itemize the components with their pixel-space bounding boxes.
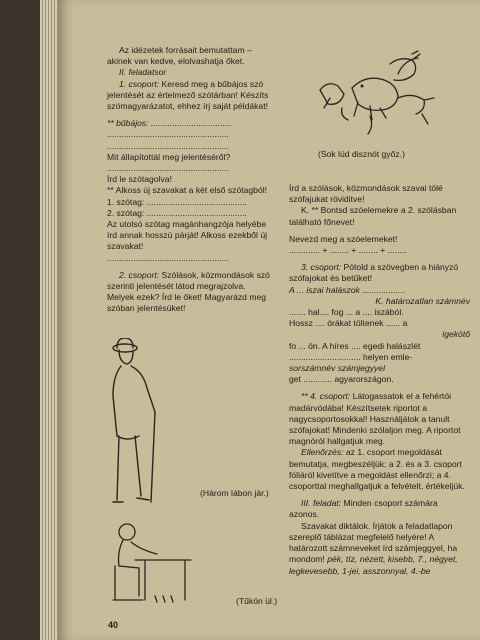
group3-lead: 3. csoport:: [301, 262, 342, 273]
dictation-words: pék, tíz, nézett, kisebb, 7., négyet, legkevesebb, 1-jei, asszonnyal, 4.-be: [289, 554, 458, 576]
goose-and-pig-illustration: [312, 50, 442, 140]
caption-geese: (Sok lúd disznót győz.): [318, 149, 405, 159]
dots-line: ...................................................: [107, 129, 229, 140]
noun-prompt: Nevezd meg a szóelemeket!: [289, 233, 398, 244]
intro-text: Az idézetek forrásait bemutattam – akinek van kedve, elolvashatja őket.: [107, 45, 252, 67]
group4-paragraph: [289, 391, 470, 447]
group2-text: Szólások, közmondások szó szerinti jelentését látod megrajzolva. Melyek ezek? Írd le őket! Magyarázd meg szóban jelentésüket!: [107, 269, 270, 314]
dots-line: ...................................................: [107, 252, 229, 263]
fill-line: igekötő: [442, 329, 470, 340]
group3-text: Pótold a szövegben a hiányzó szófajokat és betűket!: [289, 262, 459, 284]
man-with-cane-illustration: [105, 338, 175, 508]
section-heading: II. feladatsor: [119, 67, 167, 78]
group2-lead: 2. csoport:: [119, 269, 160, 280]
write-prompt: Írd le szótagolva!: [107, 174, 172, 185]
question-line: Mit állapítottál meg jelentéséről?: [107, 151, 231, 162]
man-sitting-illustration: [105, 520, 195, 610]
fill-line: get ............ agyarországon.: [289, 374, 394, 385]
page-stack-edge: [40, 0, 58, 640]
task3-text: Minden csoport számára azonos.: [289, 498, 438, 520]
check-paragraph: [289, 447, 470, 492]
caption-cane: (Három lábon jár.): [200, 488, 269, 498]
group1-lead: 1. csoport:: [119, 78, 160, 89]
right-column: [289, 183, 470, 577]
syllable2-line: 2. szótag: ..........................................: [107, 207, 247, 218]
last-syllable-text: Az utolsó szótag magánhangzója helyébe írd annak hosszú párját! Alkoss ezekből új szavakat!: [107, 219, 268, 252]
group1-paragraph: [107, 79, 272, 113]
fill-line: K. határozatlan számnév: [375, 295, 470, 306]
page-number: 40: [108, 620, 119, 630]
fill-line: sorszámnév számjegyyel: [289, 363, 385, 374]
create-words-text: ** Alkoss új szavakat a két első szótagból!: [107, 185, 268, 196]
dots-line: ...................................................: [107, 140, 229, 151]
dictation-paragraph: [289, 521, 470, 577]
dots-line: ...................................................: [107, 163, 229, 174]
bubajos-line: ** bűbájos: ..................................: [107, 118, 233, 129]
check-text: az 1. csoport megoldását bemutatja, megbeszéljük; a 2. és a 3. csoport fóliáról kivetítve a megoldást ellenőrzi; a 4. csoporttal meghallgatjuk a felvételt, értékeljük.: [289, 447, 465, 492]
dictation-text: Szavakat diktálok. Írjátok a feladatlapon szereplő táblázat megfelelő helyére! A határozott számneveket írd számjeggyel, ha mondom!: [289, 520, 458, 565]
check-lead: Ellenőrzés:: [301, 447, 344, 458]
left-column: [107, 45, 272, 315]
rewrite-text: Írd a szólások, közmondások szavai tölé szófajukat röviditve!: [289, 183, 443, 205]
group2-paragraph: [107, 270, 272, 315]
group4-text: Látogassatok el a fehértói madárvódába! Készítsetek riportot a nagycsoportosokkal! Használjátok a tanult szófajokat! Mindenki szólaljon meg. A riportot magnóról hallgatjuk meg.: [289, 391, 461, 447]
fill-line: fo ... ön. A híres .... egedi halászlét: [289, 340, 421, 351]
fill-line: ....... hal.... fog ... a .... iszából.: [289, 307, 404, 318]
caption-sitting: (Tűkön ül.): [236, 596, 278, 606]
group1-text: Keresd meg a bűbájos szó jelentését az értelmező szótárban! Készíts szómagyarázatot, ehhez írj saját példákat!: [107, 78, 269, 112]
formula-line: ............. + ........ + ........ + ........: [289, 245, 407, 256]
group3-paragraph: [289, 262, 470, 284]
group4-lead: ** 4. csoport:: [301, 391, 351, 402]
k-line: K. ** Bontsd szóelemekre a 2. szólásban található főnevet!: [289, 205, 457, 227]
fill-line: Hossz .... órákat töltenek ...... a: [289, 318, 408, 329]
syllable1-line: 1. szótag: ..........................................: [107, 196, 247, 207]
fill-line: .............................. helyen emle-: [289, 351, 413, 362]
task3-paragraph: [289, 498, 470, 520]
task3-lead: III. feladat:: [301, 498, 342, 509]
fill-line: A ... iszai halászok ..................: [289, 284, 406, 295]
